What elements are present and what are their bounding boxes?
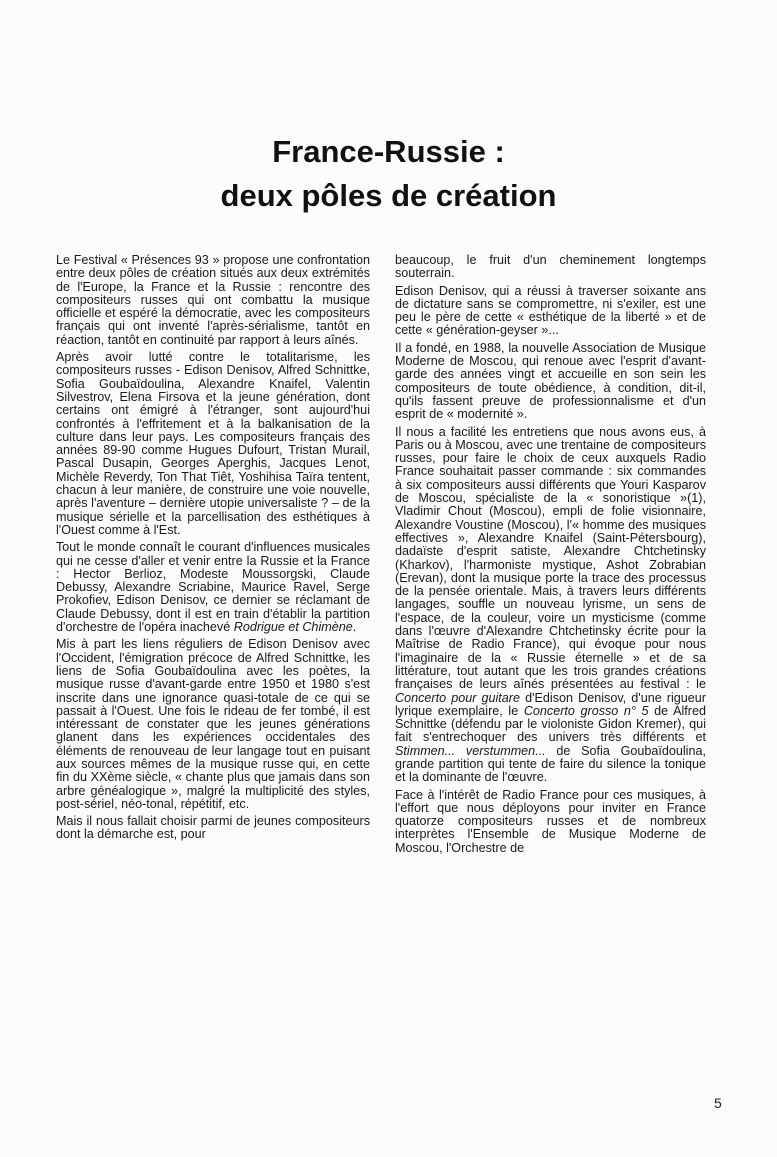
paragraph: Edison Denisov, qui a réussi à traverser soixante ans de dictature sans se compromettre, ni s'exiler, est une peu le père de cette « esthétique de la liberté » et de cette « génération-geyser »... (395, 283, 706, 338)
paragraph-text: Il nous a facilité les entretiens que nous avons eus, à Paris ou à Moscou, avec une trentaine de compositeurs russes, pour faire le choix de ceux auxquels Radio France souhaitait passer commande : six commandes à six compositeurs aussi différents que Youri Kasparov de Moscou, spécialiste de la « sonoristique »(1), Vladimir Chout (Moscou), empli de folie visionnaire, Alexandre Voustine (Moscou), l'« homme des musiques effectives », Alexandre Knaifel (Saint-Pétersbourg), dadaïste d'esprit satiste, Alexandre Chtchetinsky (Kharkov), l'harmoniste mystique, Ashot Zobrabian (Erevan), dont la musique porte la trace des processus de la pensée orientale. Mais, à travers leurs différents langages, souffle un nouveau lyrisme, un sens de l'espace, de la couleur, voire un mysticisme (comme dans l'œuvre d'Alexandre Chtchetinsky écrite pour la Maîtrise de Radio France), qui évoque pour nous l'imaginaire de la « Russie éternelle » et de sa littérature, tout autant que les trois grandes créations françaises de leurs aînés présentées au festival : le (395, 424, 706, 692)
left-column (56, 254, 370, 846)
title-line-1: France-Russie : (272, 134, 505, 169)
work-title: Concerto pour guitare (395, 690, 521, 705)
opera-title: Rodrigue et Chimène (233, 620, 353, 635)
paragraph: Le Festival « Présences 93 » propose une confrontation entre deux pôles de création situés aux deux extrémités de l'Europe, la France et la Russie : rencontre des compositeurs russes qui ont combattu la musique officielle et espéré la démocratie, avec les compositeurs français qui ont inventé l'après-sérialisme, tantôt en réaction, tantôt en continuité par rapport à leurs aînés. (56, 253, 370, 347)
paragraph: Tout le monde connaît le courant d'influences musicales qui ne cesse d'aller et venir entre la Russie et la France : Hector Berlioz, Modeste Moussorgski, Claude Debussy, Alexandre Scriabine, Maurice Ravel, Serge Prokofiev, Edison Denisov, ce dernier se réclamant de Claude Debussy, dont il est en train d'établir la partition d'orchestre de l'opéra inachevé Rodrigue et Chimène. (56, 540, 370, 635)
paragraph: Il a fondé, en 1988, la nouvelle Association de Musique Moderne de Moscou, qui renoue avec l'esprit d'avant-garde des années vingt et accueille en son sein les compositeurs de toute obédience, à condition, dit-il, qu'ils fassent preuve de professionnalisme et d'un esprit de « modernité ». (395, 340, 706, 422)
work-title: Stimmen... verstummen... (395, 743, 546, 758)
paragraph: Mais il nous fallait choisir parmi de jeunes compositeurs dont la démarche est, pour (56, 814, 370, 842)
page-number: 5 (714, 1095, 722, 1111)
page-title (0, 130, 777, 218)
paragraph (395, 426, 706, 785)
paragraph: beaucoup, le fruit d'un cheminement longtemps souterrain. (395, 253, 706, 281)
paragraph: Mis à part les liens réguliers de Edison Denisov avec l'Occident, l'émigration précoce de Alfred Schnittke, les liens de Sofia Goubaïdoulina avec les poètes, la musique russe d'avant-garde entre 1950 et 1980 s'est inscrite dans une ignorance quasi-totale de ce qui se passait à l'Ouest. Une fois le rideau de fer tombé, il est intéressant de constater que les jeunes générations glanent dans les expériences occidentales des éléments de renouveau de leur langage tout en puisant aux sources mêmes de la musique russe qui, en cette fin du XXème siècle, « chante plus que jamais dans son arbre généalogique », malgré la multiplicité des styles, post-sériel, néo-tonal, répétitif, etc. (56, 637, 370, 811)
paragraph-text: de Sofia Goubaïdoulina, grande partition qui tente de faire du silence la tonique et la dominante de l'œuvre. (395, 743, 706, 785)
paragraph-text: Tout le monde connaît le courant d'influences musicales qui ne cesse d'aller et venir entre la Russie et la France : Hector Berlioz, Modeste Moussorgski, Claude Debussy, Alexandre Scriabine, Maurice Ravel, Serge Prokofiev, Edison Denisov, ce dernier se réclamant de Claude Debussy, dont il est en train d'établir la partition d'orchestre de l'opéra inachevé (56, 540, 370, 635)
work-title: Concerto grosso n° 5 (523, 703, 649, 718)
paragraph-text: de Alfred Schnittke (défendu par le violoniste Gidon Kremer), qui fait s'entrechoquer des univers très différents et (395, 703, 706, 745)
right-column (395, 254, 706, 859)
paragraph-text: d'Edison Denisov, d'une rigueur lyrique exemplaire, le (395, 690, 706, 718)
paragraph: Après avoir lutté contre le totalitarisme, les compositeurs russes - Edison Denisov, Alfred Schnittke, Sofia Goubaïdoulina, Alexandre Knaifel, Valentin Silvestrov, Elena Firsova et la jeune génération, dont certains ont émigré à l'étranger, sont aujourd'hui confrontés à l'effritement et à la balkanisation de la culture dans leur pays. Les compositeurs français des années 89-90 comme Hugues Dufourt, Tristan Murail, Pascal Dusapin, Georges Aperghis, Jacques Lenot, Michèle Reverdy, Ton That Tiêt, Yoshihisa Taïra tentent, chacun à leur manière, de construire une voie nouvelle, après l'aventure – dernière utopie universaliste ? – de la musique sérielle et la parcellisation des esthétiques à l'Ouest comme à l'Est. (56, 350, 370, 537)
title-line-2: deux pôles de création (220, 178, 557, 213)
paragraph: Face à l'intérêt de Radio France pour ces musiques, à l'effort que nous déployons pour inviter en France quatorze compositeurs russes et de nombreux interprètes l'Ensemble de Musique Moderne de Moscou, l'Orchestre de (395, 787, 706, 855)
